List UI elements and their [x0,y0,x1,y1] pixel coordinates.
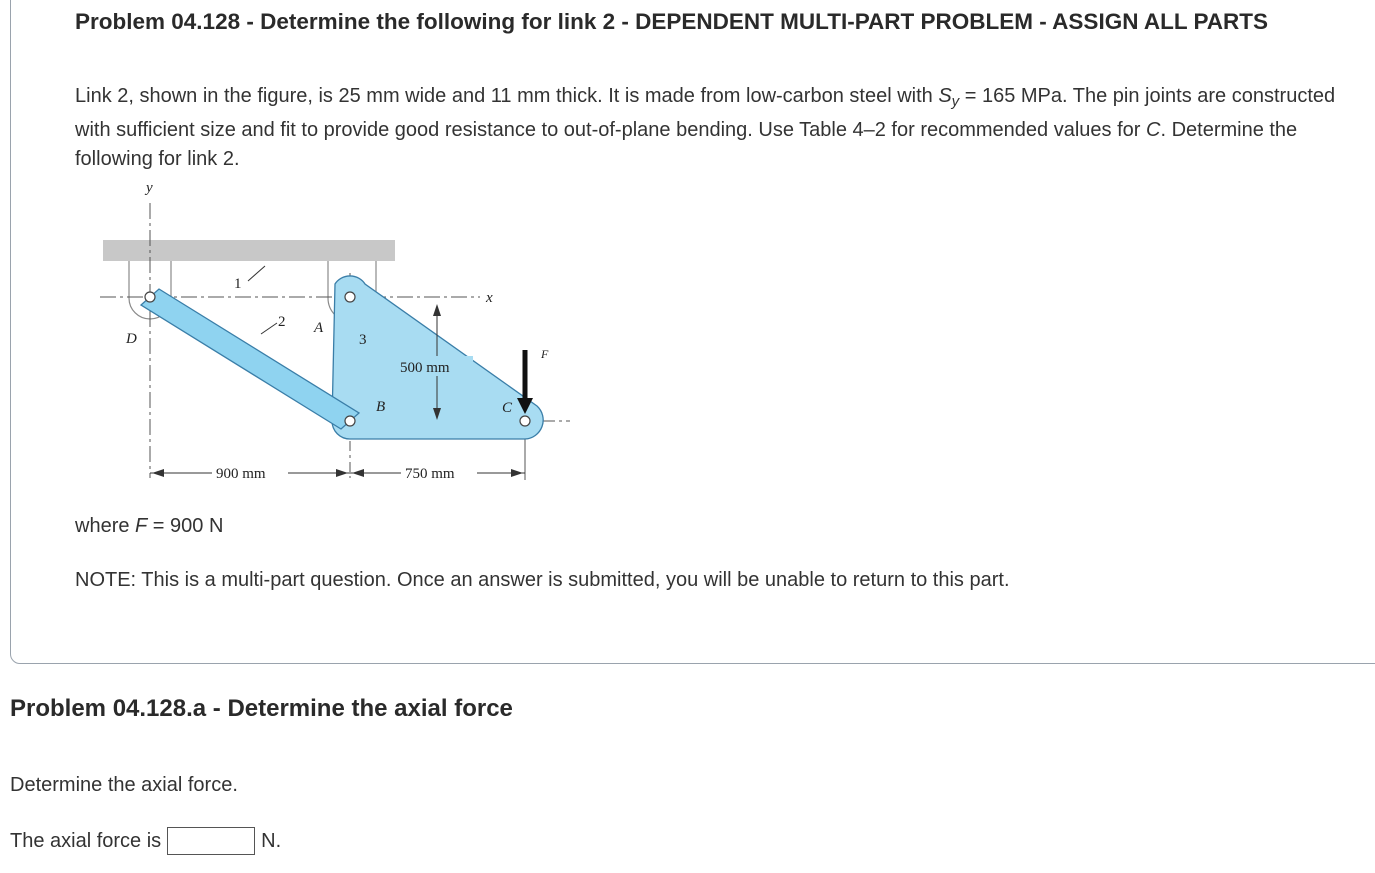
label-c: C [502,400,513,416]
pin-c [520,416,530,426]
link-2-bar [141,289,359,429]
multi-part-note: NOTE: This is a multi-part question. Once an answer is submitted, you will be unable to return to this part. [75,569,1010,591]
label-f: F [541,347,549,361]
label-link-3: 3 [359,332,367,348]
f-symbol: F [135,515,148,537]
dim-arrow-right [511,469,523,477]
link-1-leader [248,266,265,281]
statement-part-2: = 165 MPa. The pin joints are constructed with sufficient size and fit to provide good resistance to out-of-plane bending. Use Table 4–2 for recommended values for [75,85,1336,141]
dim-arrow-mid-right [352,469,364,477]
answer-unit: N. [261,829,282,852]
dim-arrow-mid-left [336,469,348,477]
answer-label: The axial force is [10,829,162,852]
dim-750-label: 750 mm [405,466,455,482]
dim-500-label: 500 mm [400,360,450,376]
c-symbol: C [1146,119,1161,141]
pin-a [345,292,355,302]
label-a: A [314,320,324,336]
label-b: B [376,399,386,415]
label-x: x [486,290,493,306]
axial-force-input[interactable] [167,827,255,855]
linkage-figure [95,178,585,493]
statement-part-3: . Determine the following for link 2. [75,119,1298,170]
pin-b [345,416,355,426]
ground-support [103,240,395,261]
statement-part-1: Link 2, shown in the figure, is 25 mm wide and 11 mm thick. It is made from low-carbon steel with [75,85,939,107]
label-d: D [126,331,137,347]
label-y: y [146,180,153,196]
dim-arrow-left [152,469,164,477]
where-prefix: where [75,515,136,537]
label-link-2: 2 [278,314,286,330]
dim-900-label: 900 mm [216,466,266,482]
force-given [75,515,223,538]
problem-statement [75,82,1345,174]
answer-row [10,827,281,855]
part-a-instruction: Determine the axial force. [10,774,238,796]
sy-symbol: S [938,85,952,107]
link-2-leader [261,323,277,334]
dim-500-arrow-up [433,304,441,316]
part-a-title: Problem 04.128.a - Determine the axial force [10,695,513,722]
label-link-1: 1 [234,276,242,292]
pin-d [145,292,155,302]
where-value: = 900 N [147,515,224,537]
problem-title: Problem 04.128 - Determine the following for link 2 - DEPENDENT MULTI-PART PROBLEM - ASSIGN ALL PARTS [75,9,1269,34]
sy-subscript: y [951,93,960,110]
